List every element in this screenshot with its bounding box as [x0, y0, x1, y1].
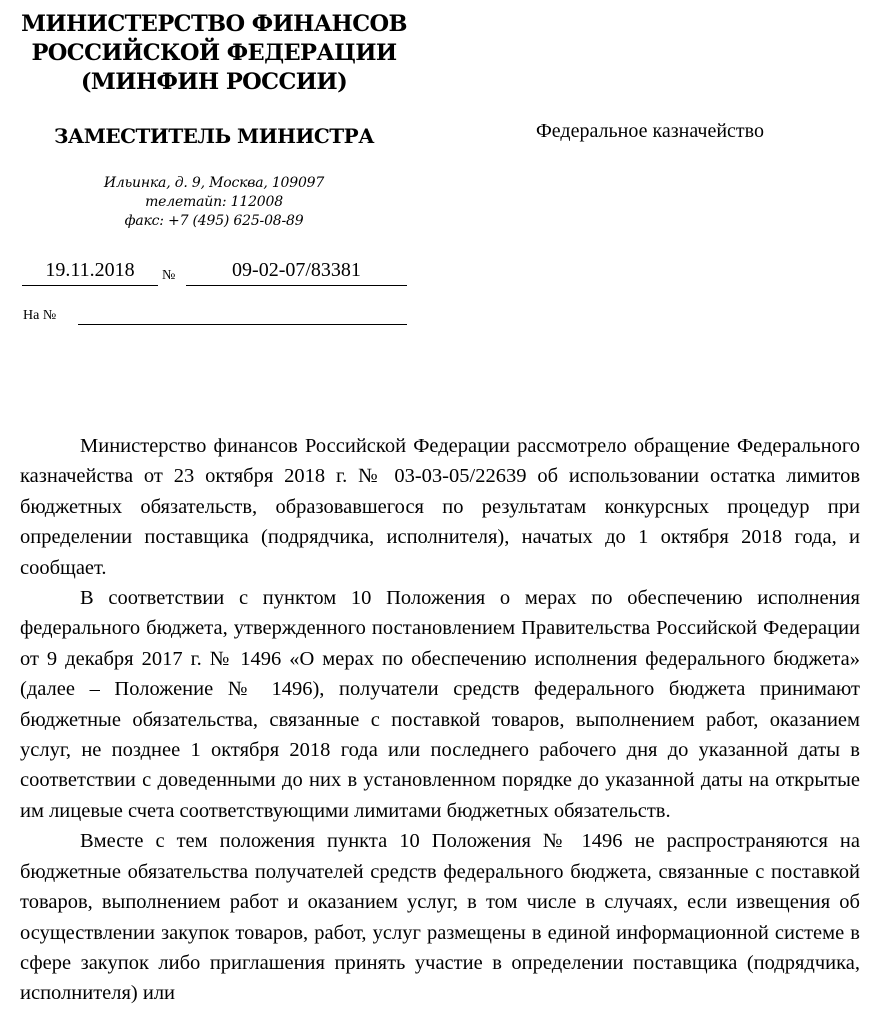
letter-body [20, 431, 860, 1009]
postal-address: Ильинка, д. 9, Москва, 109097 [103, 175, 325, 191]
reply-reference-label: На № [23, 308, 57, 323]
date-underline [22, 285, 158, 286]
body-paragraph-3: Вместе с тем положения пункта 10 Положения № 1496 не распространяются на бюджетные обязательства получателей средств федерального бюджета, связанные с поставкой товаров, выполнением работ и оказанием услуг, в том числе в случаях, если извещения об осуществлении закупок товаров, работ, услуг размещены в единой информационной системе в сфере закупок либо приглашения принять участие в определении поставщика (подрядчика, исполнителя) или [20, 830, 860, 1005]
letterhead-organization [18, 10, 410, 97]
number-underline [186, 285, 407, 286]
reply-reference-underline [78, 324, 407, 325]
document-number: 09-02-07/83381 [232, 259, 361, 281]
org-abbreviation: (МИНФИН РОССИИ) [80, 69, 348, 95]
signatory-position: ЗАМЕСТИТЕЛЬ МИНИСТРА [53, 124, 375, 148]
body-paragraph-1: Министерство финансов Российской Федерации рассмотрело обращение Федерального казначейства от 23 октября 2018 г. № 03-03-05/22639 об использовании остатка лимитов бюджетных обязательств, образовавшегося по результатам конкурсных процедур при определении поставщика (подрядчика, исполнителя), начатых до 1 октября 2018 года, и сообщает. [20, 435, 860, 579]
org-name-line-2: РОССИЙСКОЙ ФЕДЕРАЦИИ [31, 40, 397, 66]
org-name-line-1: МИНИСТЕРСТВО ФИНАНСОВ [21, 11, 407, 37]
recipient-name: Федеральное казначейство [536, 120, 764, 142]
number-label: № [162, 268, 176, 283]
document-date: 19.11.2018 [45, 259, 135, 281]
teletype-number: телетайп: 112008 [145, 194, 283, 210]
fax-number: факс: +7 (495) 625-08-89 [124, 213, 304, 229]
letterhead-contacts [18, 174, 410, 231]
body-paragraph-2: В соответствии с пунктом 10 Положения о мерах по обеспечению исполнения федерального бюджета, утвержденного постановлением Правительства Российской Федерации от 9 декабря 2017 г. № 1496 «О мерах по обеспечению исполнения федерального бюджета» (далее – Положение № 1496), получатели средств федерального бюджета принимают бюджетные обязательства, связанные с поставкой товаров, выполнением работ, оказанием услуг, не позднее 1 октября 2018 года или последнего рабочего дня до указанной даты в соответствии с доведенными до них в установленном порядке до указанной даты на открытые им лицевые счета соответствующими лимитами бюджетных обязательств. [20, 587, 860, 822]
